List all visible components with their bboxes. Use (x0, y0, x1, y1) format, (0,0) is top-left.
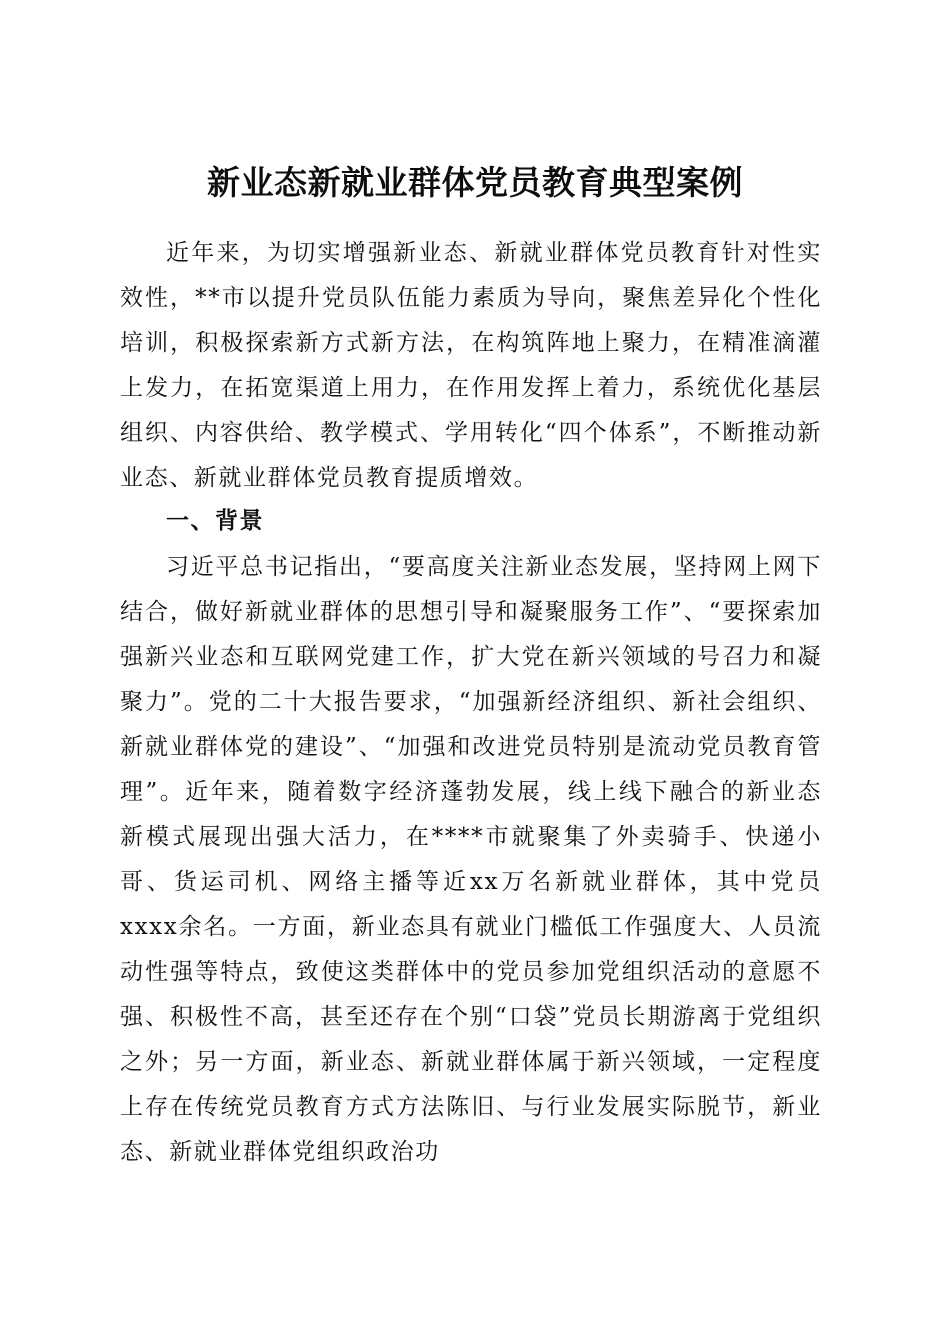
document-title: 新业态新就业群体党员教育典型案例 (207, 163, 743, 203)
background-paragraph: 习近平总书记指出，“要高度关注新业态发展，坚持网上网下结合，做好新就业群体的思想引导和凝聚服务工作”、“要探索加强新兴业态和互联网党建工作，扩大党在新兴领域的号召力和凝聚力”。党的二十大报告要求，“加强新经济组织、新社会组织、新就业群体党的建设”、“加强和改进党员特别是流动党员教育管理”。近年来，随着数字经济蓬勃发展，线上线下融合的新业态新模式展现出强大活力，在****市就聚集了外卖骑手、快递小哥、货运司机、网络主播等近xx万名新就业群体，其中党员xxxx余名。一方面，新业态具有就业门槛低工作强度大、人员流动性强等特点，致使这类群体中的党员参加党组织活动的意愿不强、积极性不高，甚至还存在个别“口袋”党员长期游离于党组织之外；另一方面，新业态、新就业群体属于新兴领域，一定程度上存在传统党员教育方式方法陈旧、与行业发展实际脱节，新业态、新就业群体党组织政治功 (120, 554, 822, 1165)
intro-paragraph: 近年来，为切实增强新业态、新就业群体党员教育针对性实效性，**市以提升党员队伍能力素质为导向，聚焦差异化个性化培训，积极探索新方式新方法，在构筑阵地上聚力，在精准滴灌上发力，在拓宽渠道上用力，在作用发挥上着力，系统优化基层组织、内容供给、教学模式、学用转化“四个体系”，不断推动新业态、新就业群体党员教育提质增效。 (120, 240, 822, 491)
section-heading-background: 一、背景 (166, 508, 264, 534)
